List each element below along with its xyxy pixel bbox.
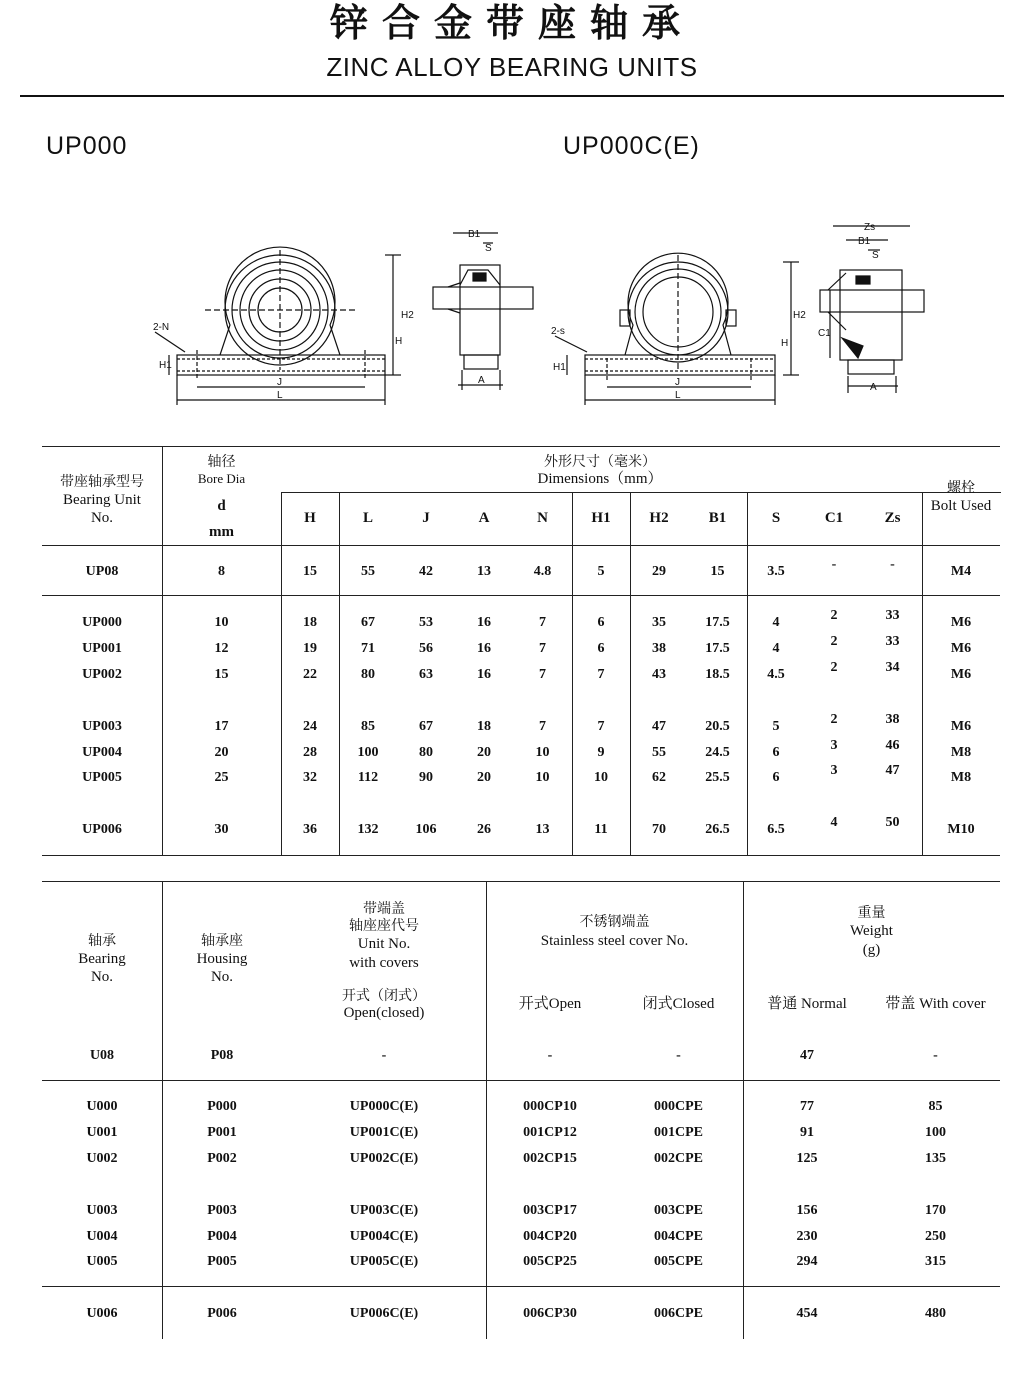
table2-cell-weight-normal: 454 [796, 1306, 818, 1321]
table1-cell-c1: 4 [830, 815, 838, 830]
header-unitno-cn3: 开式（闭式） [342, 988, 426, 1004]
table2-cell-weight-normal: 294 [796, 1254, 818, 1269]
label-c1: C1 [818, 328, 831, 339]
table1-cell-a: 16 [477, 615, 491, 630]
table1-cell-bore: 8 [218, 564, 225, 579]
table2-cell-unit-no: UP004C(E) [349, 1229, 419, 1244]
table1-cell-c1: 3 [830, 763, 838, 778]
table2-cell-unit-no: UP005C(E) [349, 1254, 419, 1269]
label-h1-right: H1 [553, 362, 566, 373]
table1-cell-b1: 25.5 [705, 770, 730, 785]
label-a-right: A [870, 382, 877, 393]
table1-cell-h: 36 [303, 822, 317, 837]
table1-cell-a: 18 [477, 719, 491, 734]
table1-cell-bolt: M6 [950, 615, 972, 630]
table1-cell-j: 90 [419, 770, 433, 785]
table2-bottom-rule [42, 1286, 1000, 1287]
header-bolt-en: Bolt Used [930, 498, 992, 514]
drawing-up000-side [428, 225, 538, 395]
table2-cell-housing-no: P004 [207, 1229, 237, 1244]
table2-cell-unit-no: - [381, 1048, 387, 1063]
col-header-h1: H1 [591, 510, 611, 526]
header-housing-en: Housing [196, 951, 248, 967]
label-h2: H2 [401, 310, 414, 321]
table1-cell-h1: 7 [597, 719, 605, 734]
header-unitno-cn2: 轴座座代号 [349, 918, 419, 934]
header-bearing-en: Bearing [78, 951, 126, 967]
table2-cell-housing-no: P08 [210, 1048, 234, 1063]
table1-cell-s: 6 [772, 770, 780, 785]
table1-cell-c1: 2 [830, 660, 838, 675]
table1-cell-s: 6 [772, 745, 780, 760]
table2-cell-unit-no: UP000C(E) [349, 1099, 419, 1114]
table2-cell-housing-no: P002 [207, 1151, 237, 1166]
table2-cell-bearing-no: U006 [86, 1306, 118, 1321]
table1-cell-h2: 43 [652, 667, 666, 682]
table1-cell-b1: 18.5 [705, 667, 730, 682]
label-j-right: J [675, 377, 680, 388]
table1-cell-h1: 6 [597, 615, 605, 630]
table1-cell-bolt: M4 [950, 564, 972, 579]
header-weight-cn: 重量 [857, 905, 886, 921]
table2-cell-open-cover: 006CP30 [523, 1306, 577, 1321]
col-header-b1: B1 [708, 510, 727, 526]
table1-cell-n: 7 [539, 641, 546, 656]
header-mm: mm [209, 524, 234, 540]
label-h-right: H [781, 338, 789, 349]
header-d: d [217, 498, 226, 514]
table1-cell-zs: - [890, 557, 895, 572]
table2-cell-closed-cover: 004CPE [654, 1229, 703, 1244]
table1-cell-h: 19 [303, 641, 317, 656]
header-unitno-en2: with covers [349, 955, 419, 971]
table1-cell-n: 7 [539, 667, 546, 682]
header-unitno-en3: Open(closed) [343, 1005, 425, 1021]
table1-cell-s: 4 [772, 615, 780, 630]
model-label-left: UP000 [46, 132, 128, 160]
table2-cell-bearing-no: U005 [86, 1254, 118, 1269]
drawing-up000ce-front [545, 240, 815, 410]
table1-cell-j: 106 [415, 822, 437, 837]
col-header-s: S [771, 510, 781, 526]
header-bearing-cn: 轴承 [88, 933, 116, 949]
table2-cell-closed-cover: 000CPE [654, 1099, 703, 1114]
table1-cell-unit-no: UP001 [82, 641, 122, 656]
table1-cell-b1: 24.5 [705, 745, 730, 760]
table2-cell-bearing-no: U003 [86, 1203, 118, 1218]
table1-cell-bore: 17 [214, 719, 229, 734]
table1-top-rule [42, 446, 1000, 447]
table1-bottom-rule [42, 855, 1000, 856]
table2-cell-weight-normal: 47 [800, 1048, 814, 1063]
col-header-c1: C1 [824, 510, 844, 526]
table1-cell-h1: 6 [597, 641, 605, 656]
label-zs: Zs [864, 222, 876, 233]
table1-cell-zs: 33 [885, 634, 900, 649]
header-unit-en: Bearing Unit [63, 492, 141, 508]
label-h1: H1 [159, 360, 172, 371]
table1-cell-h: 15 [303, 564, 317, 579]
table1-cell-l: 85 [361, 719, 375, 734]
header-unit-no: No. [90, 510, 114, 526]
table2-cell-closed-cover: 002CPE [654, 1151, 703, 1166]
table2-cell-open-cover: 000CP10 [523, 1099, 577, 1114]
table1-cell-j: 67 [419, 719, 433, 734]
table1-cell-h2: 62 [652, 770, 666, 785]
table1-cell-h1: 9 [597, 745, 605, 760]
table2-cell-unit-no: UP001C(E) [349, 1125, 419, 1140]
table1-cell-b1: 20.5 [705, 719, 730, 734]
label-2n: 2-N [153, 322, 170, 333]
table1-cell-j: 56 [419, 641, 433, 656]
title-rule [20, 95, 1004, 97]
table1-cell-h: 32 [303, 770, 317, 785]
title-english: ZINC ALLOY BEARING UNITS [326, 52, 698, 82]
table1-cell-bolt: M6 [950, 667, 972, 682]
header-with-cover: 带盖 With cover [885, 996, 986, 1012]
header-unitno-cn1: 带端盖 [363, 901, 405, 917]
table1-cell-c1: 3 [830, 738, 838, 753]
table1-cell-n: 7 [539, 615, 546, 630]
table1-cell-a: 20 [477, 770, 491, 785]
table1-cell-bolt: M6 [950, 641, 972, 656]
table1-cell-unit-no: UP006 [82, 822, 122, 837]
table1-cell-s: 3.5 [767, 564, 785, 579]
header-normal: 普通 Normal [767, 996, 847, 1012]
table1-cell-zs: 33 [885, 608, 900, 623]
table1-cell-s: 4.5 [767, 667, 785, 682]
table1-cell-zs: 50 [885, 815, 900, 830]
header-stainless-en: Stainless steel cover No. [540, 933, 689, 949]
table2-cell-housing-no: P005 [207, 1254, 237, 1269]
label-j: J [277, 377, 282, 388]
table2-cell-housing-no: P000 [207, 1099, 237, 1114]
table2-cell-open-cover: - [547, 1048, 553, 1063]
label-2s: 2-s [551, 326, 565, 337]
drawing-up000-front [145, 240, 415, 410]
table2-cell-unit-no: UP003C(E) [349, 1203, 419, 1218]
header-bearing-no: No. [90, 969, 114, 985]
table1-cell-bore: 15 [214, 667, 229, 682]
header-bolt-cn: 螺栓 [947, 480, 975, 496]
table1-cell-bore: 20 [214, 745, 229, 760]
table2-cell-weight-normal: 125 [796, 1151, 818, 1166]
table1-cell-a: 16 [477, 667, 491, 682]
label-a: A [478, 375, 485, 386]
header-stainless-cn: 不锈钢端盖 [579, 914, 650, 930]
table1-cell-c1: 2 [830, 608, 838, 623]
table1-cell-b1: 15 [710, 564, 725, 579]
table1-cell-bolt: M8 [950, 745, 972, 760]
table1-cell-bolt: M10 [947, 822, 975, 837]
table1-cell-j: 80 [419, 745, 433, 760]
label-h: H [395, 336, 403, 347]
table2-group-rule-1 [42, 1080, 1000, 1081]
table2-cell-housing-no: P001 [207, 1125, 237, 1140]
model-label-right: UP000C(E) [563, 132, 700, 160]
table1-cell-h1: 10 [594, 770, 608, 785]
table2-cell-bearing-no: U004 [86, 1229, 118, 1244]
table1-cell-h1: 5 [597, 564, 605, 579]
table2-cell-weight-normal: 230 [796, 1229, 818, 1244]
table1-cell-unit-no: UP004 [82, 745, 122, 760]
table2-cell-bearing-no: U002 [86, 1151, 118, 1166]
table2-cell-weight-with-cover: 135 [925, 1151, 946, 1166]
table2-cell-closed-cover: 006CPE [654, 1306, 703, 1321]
table2-cell-weight-with-cover: 480 [925, 1306, 946, 1321]
table1-cell-n: 10 [535, 770, 550, 785]
table1-cell-unit-no: UP003 [82, 719, 122, 734]
table1-cell-l: 55 [361, 564, 375, 579]
table1-cell-l: 71 [361, 641, 375, 656]
table1-cell-bore: 12 [214, 641, 229, 656]
table1-cell-a: 16 [477, 641, 491, 656]
table1-cell-c1: - [831, 557, 837, 572]
col-header-zs: Zs [884, 510, 901, 526]
table1-cell-n: 13 [535, 822, 550, 837]
drawing-up000ce-side [818, 218, 928, 398]
table1-cell-bore: 10 [214, 615, 229, 630]
table1-cell-n: 7 [539, 719, 546, 734]
table2-cell-weight-with-cover: 100 [925, 1125, 946, 1140]
table1-cell-s: 5 [772, 719, 780, 734]
header-bore-en: Bore Dia [197, 471, 246, 486]
header-housing-no: No. [210, 969, 234, 985]
label-l: L [277, 390, 283, 401]
table1-dims-rule [281, 492, 1001, 493]
table2-cell-open-cover: 002CP15 [523, 1151, 577, 1166]
table1-cell-l: 100 [357, 745, 379, 760]
table1-cell-bore: 25 [214, 770, 229, 785]
table1-cell-h2: 38 [652, 641, 666, 656]
table1-cell-b1: 26.5 [705, 822, 730, 837]
col-header-h2: H2 [649, 510, 669, 526]
header-dims-en: Dimensions（mm） [537, 471, 663, 487]
table1-cell-h2: 70 [652, 822, 666, 837]
table1-cell-j: 53 [419, 615, 433, 630]
table2-top-rule [42, 881, 1000, 882]
table1-cell-a: 26 [477, 822, 491, 837]
table1-cell-bolt: M8 [950, 770, 972, 785]
col-header-n: N [537, 510, 548, 526]
table1-cell-h1: 11 [594, 822, 608, 837]
table1-cell-zs: 47 [885, 763, 900, 778]
table1-cell-unit-no: UP005 [82, 770, 122, 785]
table1-cell-h: 24 [303, 719, 317, 734]
header-open: 开式Open [518, 996, 582, 1012]
table2-cell-weight-normal: 77 [800, 1099, 814, 1114]
table1-cell-l: 80 [361, 667, 375, 682]
table2-cell-unit-no: UP002C(E) [349, 1151, 419, 1166]
table1-cell-h2: 29 [652, 564, 666, 579]
table2-cell-weight-with-cover: 250 [925, 1229, 946, 1244]
table2-cell-closed-cover: 001CPE [654, 1125, 703, 1140]
header-bore-cn: 轴径 [207, 454, 236, 470]
table1-cell-h: 28 [303, 745, 317, 760]
table2-cell-open-cover: 004CP20 [523, 1229, 577, 1244]
table2-cell-weight-with-cover: 170 [925, 1203, 946, 1218]
table1-cell-n: 10 [535, 745, 550, 760]
table2-cell-weight-with-cover: 85 [928, 1099, 943, 1114]
table1-cell-bore: 30 [214, 822, 229, 837]
table1-cell-zs: 34 [885, 660, 900, 675]
table1-cell-unit-no: UP08 [85, 564, 119, 579]
table2-cell-bearing-no: U08 [89, 1048, 115, 1063]
table2-cell-bearing-no: U000 [86, 1099, 118, 1114]
table2-cell-unit-no: UP006C(E) [349, 1306, 419, 1321]
table2-cell-housing-no: P003 [207, 1203, 237, 1218]
col-header-j: J [422, 510, 430, 526]
table2-cell-open-cover: 005CP25 [523, 1254, 577, 1269]
table1-cell-h2: 35 [652, 615, 666, 630]
table2-cell-closed-cover: 005CPE [654, 1254, 703, 1269]
table2-cell-housing-no: P006 [207, 1306, 237, 1321]
table2-cell-weight-normal: 91 [800, 1125, 814, 1140]
header-closed: 闭式Closed [642, 996, 715, 1012]
table1-cell-h: 22 [303, 667, 317, 682]
table1-cell-l: 112 [357, 770, 379, 785]
table1-cell-s: 4 [772, 641, 780, 656]
table1-cell-a: 20 [477, 745, 491, 760]
table1-cell-unit-no: UP000 [82, 615, 122, 630]
table1-cell-unit-no: UP002 [82, 667, 122, 682]
table1-cell-h2: 47 [652, 719, 666, 734]
table1-cell-j: 63 [419, 667, 433, 682]
table1-cell-h2: 55 [652, 745, 666, 760]
table1-cell-l: 132 [357, 822, 379, 837]
table1-group-rule-1 [42, 595, 1000, 596]
table1-cell-c1: 2 [830, 634, 838, 649]
table1-cell-b1: 17.5 [705, 615, 730, 630]
header-dims-cn: 外形尺寸（毫米） [544, 454, 656, 470]
table1-cell-c1: 2 [830, 712, 838, 727]
label-l-right: L [675, 390, 681, 401]
title-chinese: 锌合金带座轴承 [329, 1, 694, 45]
table2-cell-weight-normal: 156 [796, 1203, 818, 1218]
header-weight-unit: (g) [862, 942, 881, 958]
table1-cell-n: 4.8 [533, 564, 552, 579]
table1-cell-a: 13 [477, 564, 491, 579]
label-b1-right: B1 [858, 236, 871, 247]
table2-cell-weight-with-cover: - [933, 1048, 938, 1063]
table2-cell-open-cover: 001CP12 [523, 1125, 577, 1140]
col-header-l: L [362, 510, 373, 526]
header-unit-cn: 带座轴承型号 [60, 474, 144, 490]
table1-cell-h1: 7 [597, 667, 605, 682]
col-header-a: A [478, 510, 490, 526]
table2-cell-bearing-no: U001 [86, 1125, 118, 1140]
table2-cell-closed-cover: 003CPE [654, 1203, 703, 1218]
table1-cell-s: 6.5 [767, 822, 785, 837]
label-h2-right: H2 [793, 310, 806, 321]
table2-cell-weight-with-cover: 315 [925, 1254, 946, 1269]
header-housing-cn: 轴承座 [201, 933, 243, 949]
label-s-right: S [872, 250, 879, 261]
table1-cell-b1: 17.5 [705, 641, 730, 656]
label-s: S [485, 243, 492, 254]
table1-header-rule [42, 545, 1000, 546]
label-b1: B1 [468, 229, 481, 240]
header-weight-en: Weight [850, 923, 893, 939]
table2-cell-closed-cover: - [676, 1048, 681, 1063]
table2-cell-open-cover: 003CP17 [523, 1203, 577, 1218]
table1-cell-zs: 46 [885, 738, 900, 753]
table1-cell-h: 18 [303, 615, 317, 630]
col-header-h: H [304, 510, 316, 526]
table1-cell-l: 67 [361, 615, 375, 630]
table1-cell-j: 42 [419, 564, 433, 579]
header-unitno-en1: Unit No. [357, 936, 411, 952]
table1-cell-bolt: M6 [950, 719, 972, 734]
table1-cell-zs: 38 [885, 712, 900, 727]
